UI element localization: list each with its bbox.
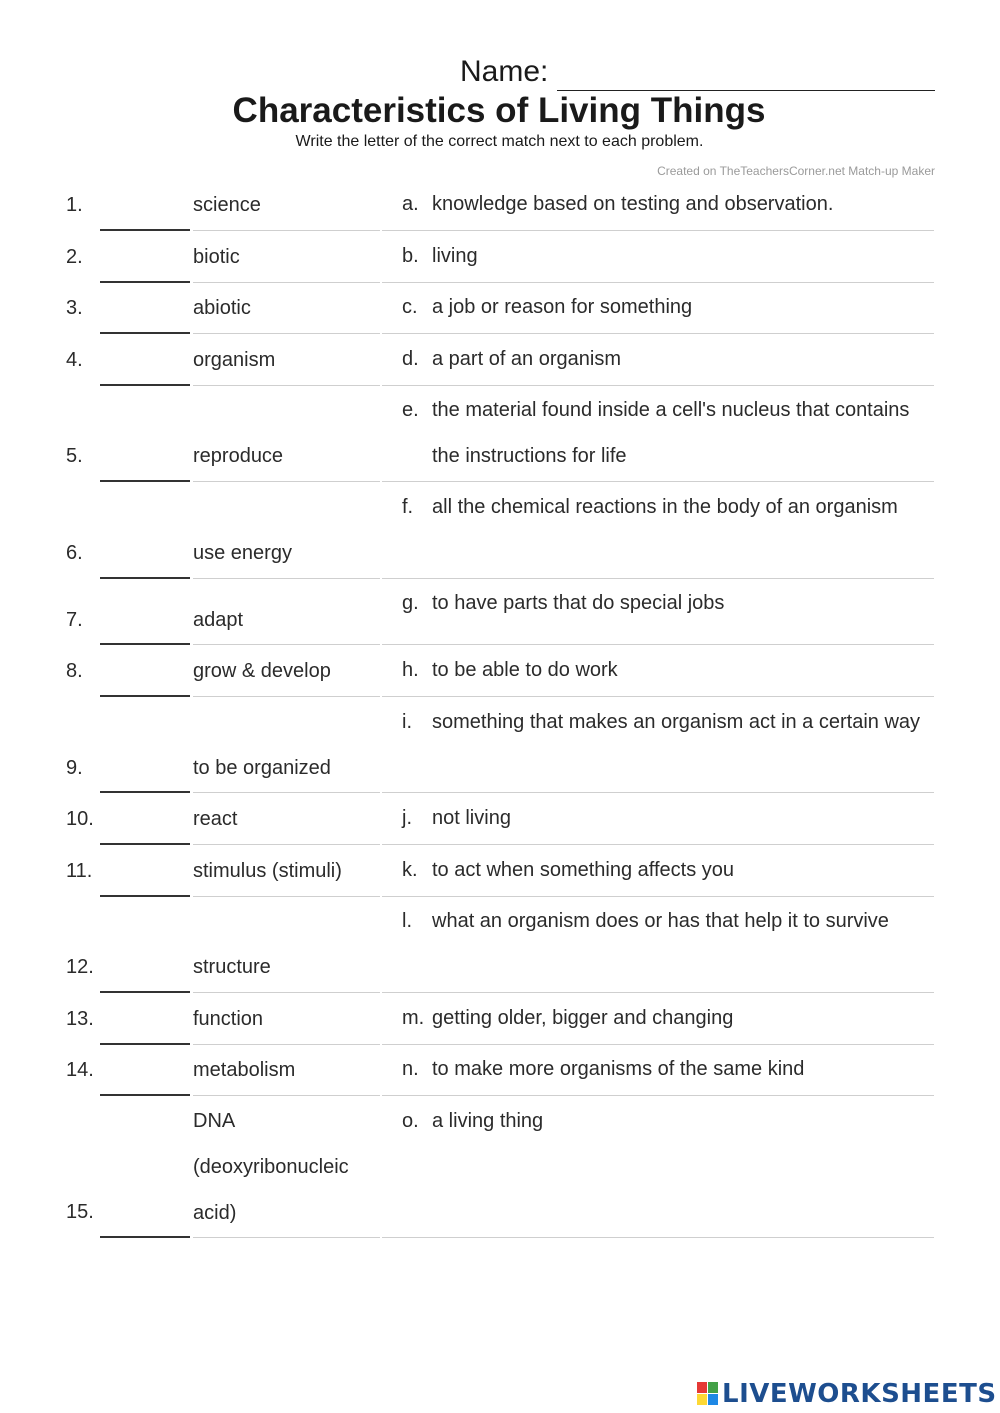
- definition-letter: c.: [402, 296, 418, 318]
- term-divider: [193, 385, 380, 386]
- term-text: science: [193, 194, 261, 216]
- worksheet-title: [0, 90, 1000, 132]
- definition-letter: f.: [402, 496, 414, 518]
- definition-letter: e.: [402, 399, 419, 421]
- definition-text: to be able to do work: [432, 659, 618, 681]
- definition-divider: [382, 896, 934, 897]
- definition-text: to have parts that do special jobs: [432, 592, 725, 614]
- term-text: reproduce: [193, 445, 284, 467]
- definition-letter: k.: [402, 859, 418, 881]
- definition-divider: [382, 992, 934, 993]
- term-text: adapt: [193, 609, 244, 631]
- answer-blank[interactable]: [100, 384, 190, 386]
- definition-divider: [382, 578, 934, 579]
- term-text: organism: [193, 349, 276, 371]
- term-text: DNA (deoxyribonucleic acid): [193, 1110, 349, 1224]
- term-divider: [193, 896, 380, 897]
- problem-number: 12.: [66, 956, 94, 978]
- term-text: function: [193, 1008, 264, 1030]
- problem-number: 14.: [66, 1059, 94, 1081]
- definition-text: getting older, bigger and changing: [432, 1007, 734, 1029]
- definition-divider: [382, 333, 934, 334]
- term-text: metabolism: [193, 1059, 296, 1081]
- term-divider: [193, 333, 380, 334]
- definition-letter: i.: [402, 711, 412, 733]
- problem-number: 6.: [66, 542, 83, 564]
- name-label: Name:: [460, 55, 549, 88]
- definition-text: all the chemical reactions in the body of an organism: [432, 496, 898, 518]
- problem-number: 1.: [66, 194, 83, 216]
- definition-letter: n.: [402, 1058, 419, 1080]
- definition-divider: [382, 1237, 934, 1238]
- instructions-text: Write the letter of the correct match next to each problem.: [295, 133, 704, 150]
- logo-mark-icon: [697, 1382, 719, 1406]
- answer-blank[interactable]: [100, 895, 190, 897]
- term-text: stimulus (stimuli): [193, 860, 342, 882]
- definition-text: to make more organisms of the same kind: [432, 1058, 805, 1080]
- term-divider: [193, 1044, 380, 1045]
- answer-blank[interactable]: [100, 1043, 190, 1045]
- instructions: [0, 132, 1000, 152]
- definition-letter: b.: [402, 245, 419, 267]
- definition-divider: [382, 230, 934, 231]
- definition-text: to act when something affects you: [432, 859, 735, 881]
- definition-divider: [382, 644, 934, 645]
- definition-divider: [382, 792, 934, 793]
- definition-letter: g.: [402, 592, 419, 614]
- definition-letter: a.: [402, 193, 419, 215]
- term-divider: [193, 644, 380, 645]
- answer-blank[interactable]: [100, 991, 190, 993]
- definition-text: knowledge based on testing and observation.: [432, 193, 834, 215]
- definition-letter: d.: [402, 348, 419, 370]
- definition-letter: m.: [402, 1007, 425, 1029]
- definition-text: something that makes an organism act in a certain way: [432, 711, 921, 733]
- answer-blank[interactable]: [100, 281, 190, 283]
- problem-number: 13.: [66, 1008, 94, 1030]
- term-divider: [193, 792, 380, 793]
- definition-text: a job or reason for something: [432, 296, 693, 318]
- term-text: react: [193, 808, 238, 830]
- definition-text: living: [432, 245, 478, 267]
- definition-text: not living: [432, 807, 511, 829]
- term-text: structure: [193, 956, 271, 978]
- term-divider: [193, 844, 380, 845]
- definition-text: a part of an organism: [432, 348, 621, 370]
- term-divider: [193, 481, 380, 482]
- term-text: to be organized: [193, 757, 331, 779]
- term-divider: [193, 578, 380, 579]
- definition-letter: j.: [402, 807, 412, 829]
- logo-text: LIVEWORKSHEETS: [722, 1379, 997, 1409]
- definition-letter: o.: [402, 1110, 419, 1132]
- term-text: biotic: [193, 246, 240, 268]
- problem-number: 15.: [66, 1201, 94, 1223]
- definition-divider: [382, 1095, 934, 1096]
- definition-text: a living thing: [432, 1110, 544, 1132]
- answer-blank[interactable]: [100, 643, 190, 645]
- liveworksheets-logo: [697, 1377, 997, 1411]
- answer-blank[interactable]: [100, 480, 190, 482]
- credit-line: Created on TheTeachersCorner.net Match-up Maker: [657, 164, 935, 178]
- problem-number: 11.: [66, 860, 93, 882]
- problem-number: 10.: [66, 808, 94, 830]
- term-divider: [193, 992, 380, 993]
- definition-divider: [382, 385, 934, 386]
- problem-number: 7.: [66, 609, 83, 631]
- definition-divider: [382, 481, 934, 482]
- definition-divider: [382, 282, 934, 283]
- answer-blank[interactable]: [100, 1236, 190, 1238]
- term-divider: [193, 1237, 380, 1238]
- answer-blank[interactable]: [100, 229, 190, 231]
- term-divider: [193, 230, 380, 231]
- answer-blank[interactable]: [100, 332, 190, 334]
- definition-text: the material found inside a cell's nucleus that contains the instructions for life: [432, 399, 910, 467]
- problem-number: 4.: [66, 349, 83, 371]
- answer-blank[interactable]: [100, 695, 190, 697]
- answer-blank[interactable]: [100, 791, 190, 793]
- term-text: grow & develop: [193, 660, 331, 682]
- problem-number: 8.: [66, 660, 83, 682]
- term-text: use energy: [193, 542, 292, 564]
- problem-number: 9.: [66, 757, 83, 779]
- term-divider: [193, 1095, 380, 1096]
- answer-blank[interactable]: [100, 843, 190, 845]
- term-text: abiotic: [193, 297, 251, 319]
- problem-number: 5.: [66, 445, 83, 467]
- definition-text: what an organism does or has that help it to survive: [432, 910, 889, 932]
- answer-blank[interactable]: [100, 1094, 190, 1096]
- definition-divider: [382, 844, 934, 845]
- definition-divider: [382, 696, 934, 697]
- problem-number: 2.: [66, 246, 83, 268]
- term-divider: [193, 282, 380, 283]
- definition-divider: [382, 1044, 934, 1045]
- definition-letter: h.: [402, 659, 419, 681]
- term-divider: [193, 696, 380, 697]
- answer-blank[interactable]: [100, 577, 190, 579]
- problem-number: 3.: [66, 297, 83, 319]
- title-text: Characteristics of Living Things: [232, 91, 766, 130]
- definition-letter: l.: [402, 910, 412, 932]
